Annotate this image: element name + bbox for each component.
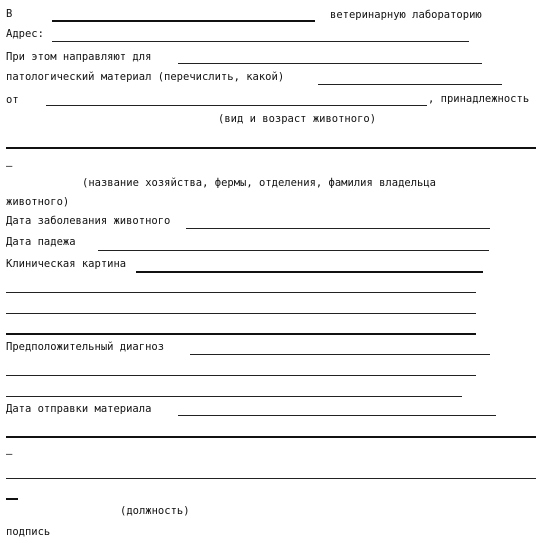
to-prefix: В: [6, 8, 13, 20]
sending-label: При этом направляют для: [6, 51, 152, 63]
diagnosis-label: Предположительный диагноз: [6, 341, 165, 353]
dash-2: –: [6, 448, 13, 460]
send-date-label: Дата отправки материала: [6, 403, 152, 415]
clinical-line-4[interactable]: [6, 333, 476, 335]
diagnosis-line-1[interactable]: [190, 354, 490, 355]
death-date-label: Дата падежа: [6, 236, 76, 248]
dash-3: [6, 498, 18, 500]
dash-small: –: [6, 160, 13, 172]
material-line[interactable]: [318, 84, 502, 85]
position-caption: (должность): [120, 505, 190, 517]
to-lab-label: ветеринарную лабораторию: [330, 9, 482, 21]
death-date-line[interactable]: [98, 250, 489, 251]
diagnosis-line-3[interactable]: [6, 396, 462, 397]
belongs-label: , принадлежность: [428, 93, 530, 105]
position-line[interactable]: [6, 478, 536, 479]
from-line[interactable]: [46, 105, 427, 106]
clinical-line-3[interactable]: [6, 313, 476, 314]
address-label: Адрес:: [6, 28, 44, 40]
from-label: от: [6, 94, 19, 106]
address-line[interactable]: [52, 41, 469, 42]
disease-date-line[interactable]: [186, 228, 490, 229]
material-label: патологический материал (перечислить, какой): [6, 71, 285, 83]
disease-date-label: Дата заболевания животного: [6, 215, 171, 227]
diagnosis-line-2[interactable]: [6, 375, 476, 376]
clinical-line-1[interactable]: [136, 271, 483, 273]
owner-line[interactable]: [6, 147, 536, 149]
signature-label: подпись: [6, 526, 51, 538]
send-date-line[interactable]: [178, 415, 496, 416]
species-caption: (вид и возраст животного): [218, 113, 377, 125]
sending-line[interactable]: [178, 63, 482, 64]
sender-line[interactable]: [6, 436, 536, 438]
clinical-line-2[interactable]: [6, 292, 476, 293]
clinical-label: Клиническая картина: [6, 258, 127, 270]
lab-name-line[interactable]: [52, 20, 315, 22]
farm-caption-2: животного): [6, 196, 70, 208]
farm-caption-1: (название хозяйства, фермы, отделения, фамилия владельца: [82, 177, 437, 189]
